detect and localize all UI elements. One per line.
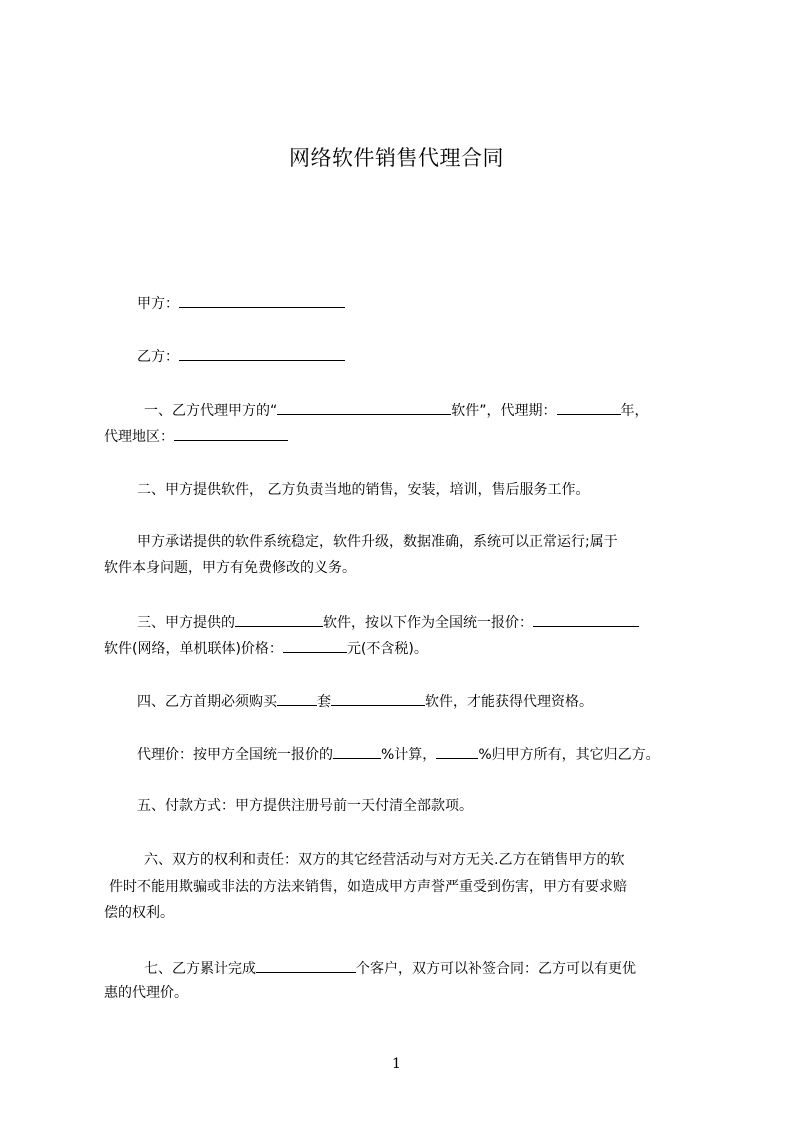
agent-price-text-b: %计算，: [381, 747, 437, 763]
party-a-line: [137, 292, 345, 314]
clause-6-line-1: 六、双方的权利和责任：双方的其它经营活动与对方无关.乙方在销售甲方的软: [144, 852, 625, 868]
clause-1-line-2: [104, 425, 288, 447]
clause-1-line-1: [144, 399, 649, 421]
customer-count-blank: [256, 957, 356, 973]
party-b-label: 乙方：: [137, 349, 179, 365]
agency-period-blank: [557, 399, 621, 415]
clause-7-text-a: 七、乙方累计完成: [144, 961, 256, 977]
clause-3-text-c: 软件(网络，单机联体)价格：: [104, 641, 283, 657]
price-blank: [283, 637, 347, 653]
party-b-line: [137, 345, 345, 367]
clause-6-line-2: 件时不能用欺骗或非法的方法来销售，如造成甲方声誉严重受到伤害，甲方有要求赔: [109, 879, 627, 895]
software-blank: [235, 611, 323, 627]
clause-3-line-1: [137, 611, 639, 633]
agency-region-label: 代理地区：: [104, 429, 174, 445]
clause-3-text-a: 三、甲方提供的: [137, 615, 235, 631]
clause-3-text-d: 元(不含税)。: [346, 641, 428, 657]
quantity-blank: [277, 690, 317, 706]
promise-line-1: 甲方承诺提供的软件系统稳定，软件升级，数据准确，系统可以正常运行;属于: [137, 534, 618, 550]
agency-region-blank: [174, 425, 288, 441]
party-b-blank: [179, 345, 345, 361]
percent-blank-2: [436, 743, 478, 759]
national-price-blank: [533, 611, 639, 627]
software-name-blank: [277, 399, 451, 415]
page-number: 1: [392, 1056, 401, 1072]
clause-1-text-b: 软件”，代理期：: [451, 403, 557, 419]
party-a-blank: [179, 292, 345, 308]
clause-1-text-a: 一、乙方代理甲方的“: [144, 403, 278, 419]
clause-2: 二、甲方提供软件， 乙方负责当地的销售，安装，培训，售后服务工作。: [137, 482, 590, 498]
clause-4-text-a: 四、乙方首期必须购买: [137, 694, 277, 710]
clause-4: [137, 690, 593, 712]
promise-line-2: 软件本身问题，甲方有免费修改的义务。: [104, 560, 356, 576]
clause-7-line-1: [144, 957, 636, 979]
clause-4-text-c: 软件，才能获得代理资格。: [425, 694, 593, 710]
agent-price-line: [137, 743, 660, 765]
percent-blank-1: [333, 743, 381, 759]
clause-5: 五、付款方式：甲方提供注册号前一天付清全部款项。: [137, 798, 473, 814]
clause-7-text-b: 个客户，双方可以补签合同：乙方可以有更优: [356, 961, 636, 977]
agent-price-text-c: %归甲方所有，其它归乙方。: [478, 747, 660, 763]
clause-6-line-3: 偿的权利。: [104, 905, 174, 921]
agent-price-text-a: 代理价：按甲方全国统一报价的: [137, 747, 333, 763]
clause-3-line-2: [104, 637, 428, 659]
clause-1-text-c: 年，: [620, 403, 649, 419]
clause-3-text-b: 软件，按以下作为全国统一报价：: [323, 615, 533, 631]
party-a-label: 甲方：: [137, 296, 179, 312]
clause-4-text-b: 套: [317, 694, 331, 710]
clause-7-line-2: 惠的代理价。: [104, 985, 188, 1001]
document-title: 网络软件销售代理合同: [289, 146, 504, 170]
purchase-software-blank: [331, 690, 425, 706]
